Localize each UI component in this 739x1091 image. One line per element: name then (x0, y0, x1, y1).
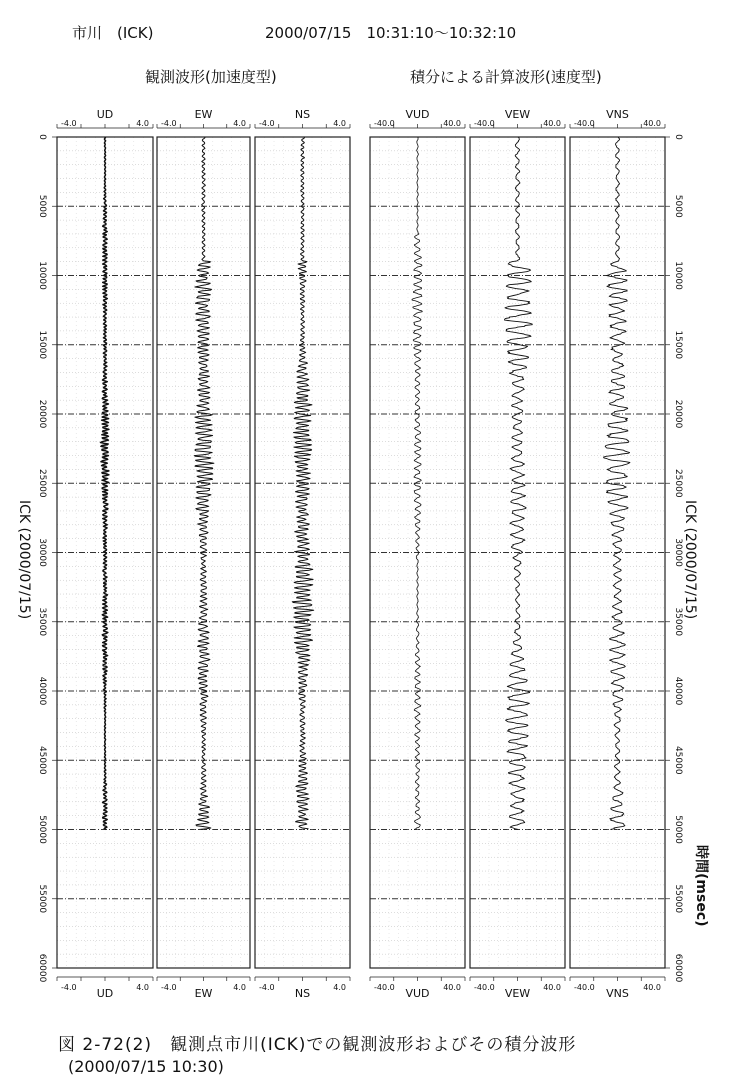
scale-max-label: 40.0 (643, 119, 661, 128)
channel-label-vud-bottom: VUD (405, 987, 430, 1000)
scale-min-label: -4.0 (61, 119, 77, 128)
time-tick-label-left: 10000 (37, 261, 47, 290)
scale-min-label-bottom: -4.0 (61, 983, 77, 992)
scale-max-label-bottom: 40.0 (543, 983, 561, 992)
time-tick-label-right: 45000 (673, 745, 683, 775)
channel-label-vew: VEW (504, 108, 531, 121)
time-tick-label-right: 50000 (673, 815, 683, 844)
time-tick-label-right: 20000 (673, 399, 683, 429)
time-tick-label-right: 55000 (673, 884, 683, 914)
channel-label-ns-bottom: NS (294, 987, 311, 1000)
time-tick-label-left: 25000 (37, 468, 47, 498)
scale-min-label-bottom: -40.0 (574, 983, 595, 992)
time-tick-label-left: 15000 (37, 330, 47, 360)
scale-min-label: -4.0 (259, 119, 275, 128)
right-axis-label: ICK (2000/07/15) (682, 500, 698, 620)
scale-min-label: -40.0 (574, 119, 595, 128)
time-tick-label-left: 20000 (37, 399, 47, 429)
time-tick-label-right: 30000 (673, 538, 683, 567)
time-axis-label: 時間(msec) (693, 845, 709, 927)
time-tick-label-right: 0 (673, 134, 683, 140)
channel-label-vns: VNS (606, 108, 629, 121)
channel-label-vud: VUD (405, 108, 430, 121)
time-tick-label-right: 5000 (673, 194, 683, 218)
time-tick-label-right: 40000 (673, 676, 683, 706)
record-datetime: 2000/07/15 10:31:10〜10:32:10 (265, 24, 517, 42)
scale-max-label: 4.0 (136, 119, 149, 128)
acceleration-group-title: 観測波形(加速度型) (145, 68, 277, 86)
time-tick-label-left: 55000 (37, 884, 47, 914)
channel-label-ud-bottom: UD (96, 987, 114, 1000)
channel-label-vns-bottom: VNS (606, 987, 629, 1000)
grid-layer (57, 137, 665, 968)
figure-caption-date: (2000/07/15 10:30) (68, 1057, 224, 1076)
time-tick-label-left: 60000 (37, 953, 47, 983)
time-tick-label-left: 35000 (37, 607, 47, 637)
time-tick-label-right: 60000 (673, 953, 683, 983)
scale-max-label-bottom: 4.0 (333, 983, 346, 992)
scale-max-label-bottom: 4.0 (233, 983, 246, 992)
scale-min-label-bottom: -4.0 (259, 983, 275, 992)
scale-max-label-bottom: 4.0 (136, 983, 149, 992)
time-tick-label-right: 35000 (673, 607, 683, 637)
channel-label-ud: UD (96, 108, 114, 121)
time-tick-label-left: 50000 (37, 815, 47, 844)
time-tick-label-left: 0 (37, 134, 47, 140)
scale-max-label: 4.0 (233, 119, 246, 128)
scale-max-label-bottom: 40.0 (443, 983, 461, 992)
figure-caption: 図 2-72(2) 観測点市川(ICK)での観測波形およびその積分波形 (58, 1035, 577, 1055)
channel-label-ew-bottom: EW (194, 987, 213, 1000)
scale-min-label: -40.0 (374, 119, 395, 128)
time-tick-label-left: 30000 (37, 538, 47, 567)
scale-min-label-bottom: -40.0 (474, 983, 495, 992)
time-tick-label-right: 10000 (673, 261, 683, 290)
time-tick-label-right: 25000 (673, 468, 683, 498)
scale-min-label-bottom: -40.0 (374, 983, 395, 992)
velocity-group-title: 積分による計算波形(速度型) (410, 68, 602, 86)
channel-label-vew-bottom: VEW (504, 987, 531, 1000)
scale-max-label-bottom: 40.0 (643, 983, 661, 992)
channel-label-ns: NS (294, 108, 311, 121)
time-tick-label-left: 45000 (37, 745, 47, 775)
time-tick-label-right: 15000 (673, 330, 683, 360)
time-tick-label-left: 5000 (37, 194, 47, 218)
station-label: 市川 (ICK) (72, 24, 154, 42)
left-axis-label: ICK (2000/07/15) (16, 500, 32, 620)
scale-max-label: 4.0 (333, 119, 346, 128)
channel-label-ew: EW (194, 108, 213, 121)
scale-min-label-bottom: -4.0 (161, 983, 177, 992)
time-tick-label-left: 40000 (37, 676, 47, 706)
scale-min-label: -40.0 (474, 119, 495, 128)
scale-min-label: -4.0 (161, 119, 177, 128)
scale-max-label: 40.0 (543, 119, 561, 128)
scale-max-label: 40.0 (443, 119, 461, 128)
